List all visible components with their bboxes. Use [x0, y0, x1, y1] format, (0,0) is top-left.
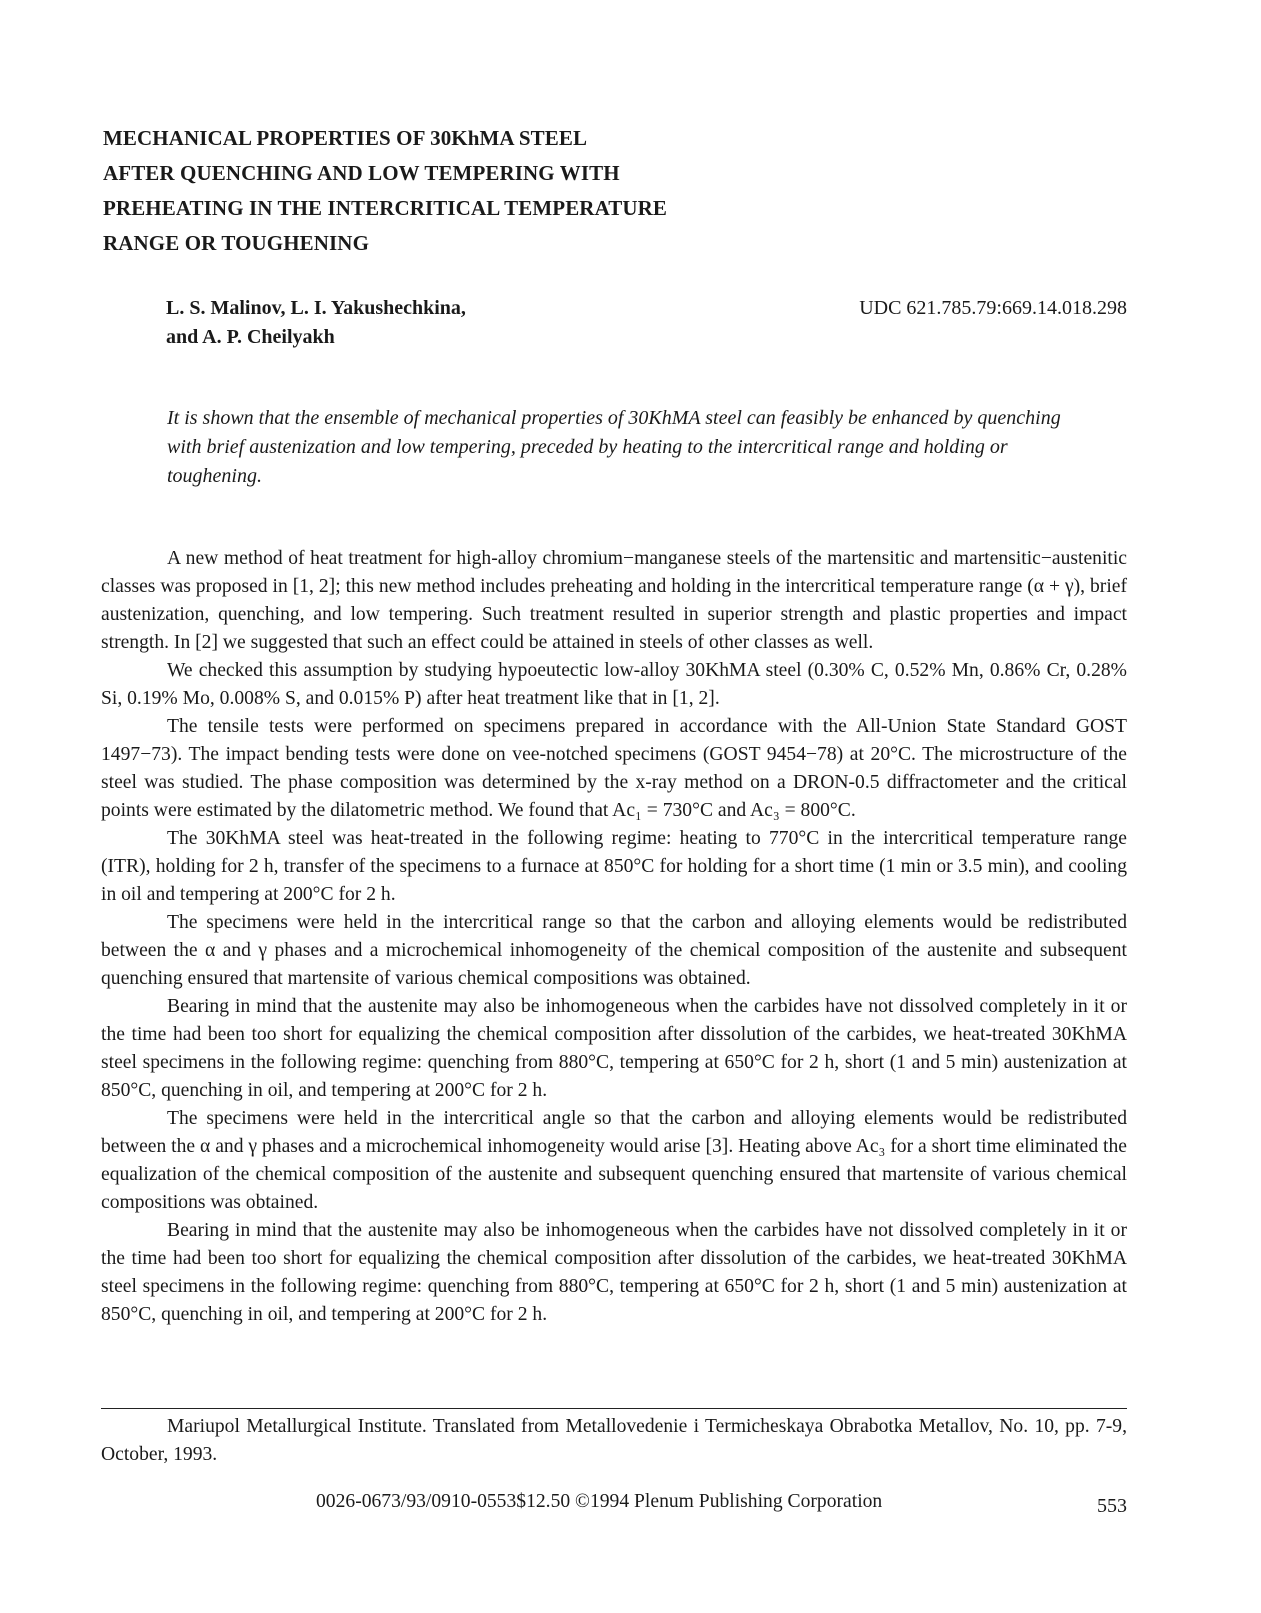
authors [166, 294, 466, 352]
paragraph: Bearing in mind that the austenite may also be inhomogeneous when the carbides have not dissolved completely in it or the time had been too short for equalizing the chemical composition after dissolution of the carbides, we heat-treated 30KhMA steel specimens in the following regime: quenching from 880°C, tempering at 650°C for 2 h, short (1 and 5 min) austenization at 850°C, quenching in oil, and tempering at 200°C for 2 h. [101, 1220, 1127, 1325]
body-text [101, 545, 1127, 1329]
footnote-divider [101, 1408, 1127, 1409]
paragraph: The specimens were held in the intercritical angle so that the carbon and alloying elements would be redistributed between the α and γ phases and a microchemical inhomogeneity would arise [3]. Heating above Ac₃ for a short time eliminated the equalization of the chemical composition of the austenite and subsequent quenching ensured that martensite of various chemical compositions was obtained. [101, 1108, 1127, 1213]
udc-code: UDC 621.785.79:669.14.018.298 [859, 297, 1127, 319]
footnote [101, 1413, 1127, 1469]
paragraph: Bearing in mind that the austenite may also be inhomogeneous when the carbides have not dissolved completely in it or the time had been too short for equalizing the chemical composition after dissolution of the carbides, we heat-treated 30KhMA steel specimens in the following regime: quenching from 880°C, tempering at 650°C for 2 h, short (1 and 5 min) austenization at 850°C, quenching in oil, and tempering at 200°C for 2 h. [101, 996, 1127, 1101]
article-title [103, 121, 803, 261]
paragraph: The tensile tests were performed on specimens prepared in accordance with the All-Union State Standard GOST 1497−73). The impact bending tests were done on vee-notched specimens (GOST 9454−78) at 20°C. The microstructure of the steel was studied. The phase composition was determined by the x-ray method on a DRON-0.5 diffractometer and the critical points were estimated by the dilatometric method. We found that Ac₁ = 730°C and Ac₃ = 800°C. [101, 716, 1127, 821]
paragraph: We checked this assumption by studying hypoeutectic low-alloy 30KhMA steel (0.30% C, 0.52% Mn, 0.86% Cr, 0.28% Si, 0.19% Mo, 0.008% S, and 0.015% P) after heat treatment like that in [1, 2]. [101, 660, 1127, 709]
abstract: It is shown that the ensemble of mechanical properties of 30KhMA steel can feasibly be enhanced by quenching with brief austenization and low tempering, preceded by heating to the intercritical range and holding or toughening. [167, 407, 1061, 487]
paragraph: The specimens were held in the intercritical range so that the carbon and alloying elements would be redistributed between the α and γ phases and a microchemical inhomogeneity of the chemical composition of the austenite and subsequent quenching ensured that martensite of various chemical compositions was obtained. [101, 912, 1127, 989]
publisher-code: 0026-0673/93/0910-0553$12.50 ©1994 Plenum Publishing Corporation [316, 1491, 883, 1512]
authors-line: L. S. Malinov, L. I. Yakushechkina, [166, 297, 466, 319]
paragraph: A new method of heat treatment for high-alloy chromium−manganese steels of the martensitic and martensitic−austenitic classes was proposed in [1, 2]; this new method includes preheating and holding in the intercritical temperature range (α + γ), brief austenization, quenching, and low tempering. Such treatment resulted in superior strength and plastic properties and impact strength. In [2] we suggested that such an effect could be attained in steels of other classes as well. [101, 548, 1127, 653]
page-number: 553 [1097, 1495, 1127, 1517]
title-line: MECHANICAL PROPERTIES OF 30KhMA STEEL [103, 126, 588, 150]
title-line: PREHEATING IN THE INTERCRITICAL TEMPERATURE [103, 196, 668, 220]
paragraph: The 30KhMA steel was heat-treated in the following regime: heating to 770°C in the intercritical temperature range (ITR), holding for 2 h, transfer of the specimens to a furnace at 850°C for holding for a short time (1 min or 3.5 min), and cooling in oil and tempering at 200°C for 2 h. [101, 828, 1127, 905]
title-line: AFTER QUENCHING AND LOW TEMPERING WITH [103, 161, 620, 185]
footnote-text: Mariupol Metallurgical Institute. Translated from Metallovedenie i Termicheskaya Obrabotka Metallov, No. 10, pp. 7-9, October, 1993. [101, 1416, 1127, 1465]
title-line: RANGE OR TOUGHENING [103, 231, 369, 255]
authors-line: and A. P. Cheilyakh [166, 326, 335, 348]
